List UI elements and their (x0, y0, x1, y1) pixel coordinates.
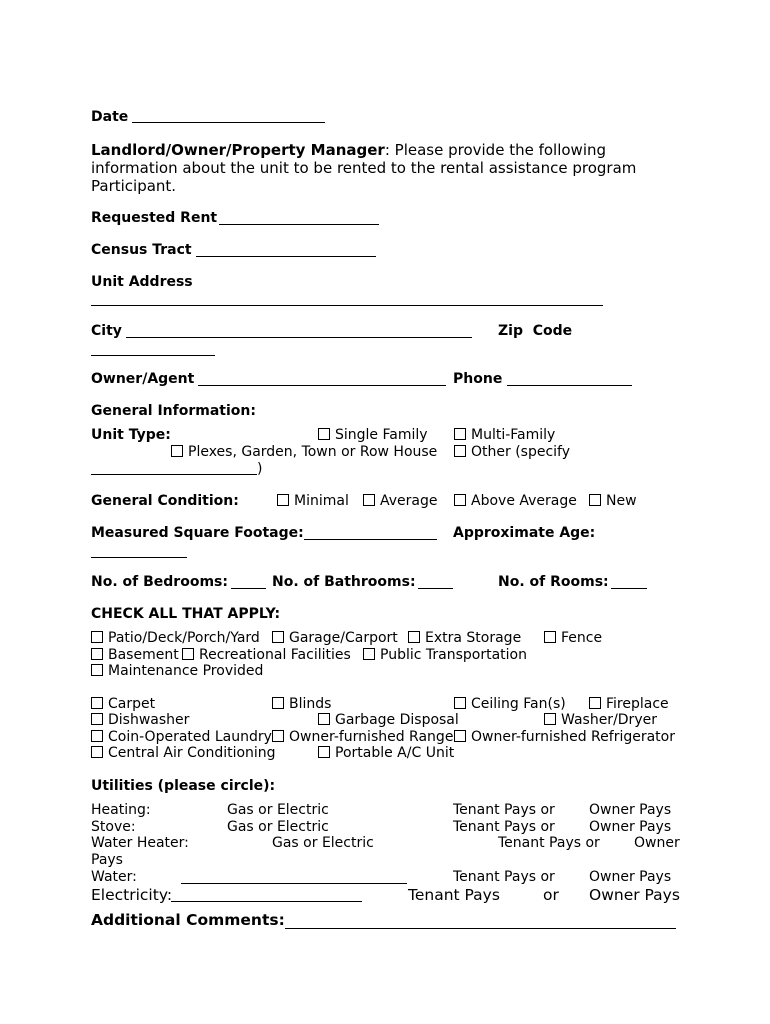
checkbox-icon[interactable] (171, 445, 183, 457)
amenity-carpet[interactable]: Carpet (91, 696, 155, 713)
electricity-line[interactable] (171, 901, 362, 902)
water-label: Water: (91, 869, 137, 885)
amenity-washer-dryer[interactable]: Washer/Dryer (544, 712, 657, 729)
date-line[interactable] (132, 122, 325, 123)
date-label: Date (91, 109, 129, 125)
amenity-garage[interactable]: Garage/Carport (272, 630, 398, 647)
checkbox-icon[interactable] (91, 697, 103, 709)
unit-type-other[interactable]: Other (specify (454, 444, 570, 461)
electricity-or: or (543, 886, 559, 904)
condition-new[interactable]: New (589, 493, 637, 510)
heating-gas-or-electric[interactable]: Gas or Electric (227, 802, 329, 818)
amenity-basement[interactable]: Basement (91, 647, 179, 664)
rooms-line[interactable] (611, 588, 647, 589)
water-heater-label: Water Heater: (91, 835, 189, 851)
amenity-ceiling-fans[interactable]: Ceiling Fan(s) (454, 696, 566, 713)
amenity-maintenance[interactable]: Maintenance Provided (91, 663, 263, 680)
amenity-patio[interactable]: Patio/Deck/Porch/Yard (91, 630, 260, 647)
unit-address-line[interactable] (91, 305, 603, 306)
city-line[interactable] (126, 337, 472, 338)
unit-type-single-family[interactable]: Single Family (318, 427, 428, 444)
checkbox-icon[interactable] (454, 697, 466, 709)
checkbox-icon[interactable] (589, 697, 601, 709)
unit-type-plexes[interactable]: Plexes, Garden, Town or Row House (171, 444, 437, 461)
rooms-label: No. of Rooms: (498, 574, 609, 590)
heating-owner-pays[interactable]: Owner Pays (589, 802, 672, 818)
phone-label: Phone (453, 371, 503, 387)
checkbox-icon[interactable] (454, 494, 466, 506)
utilities-heading: Utilities (please circle): (91, 778, 276, 794)
amenity-owner-range[interactable]: Owner-furnished Range (272, 729, 453, 746)
amenity-central-air[interactable]: Central Air Conditioning (91, 745, 276, 762)
checkbox-icon[interactable] (91, 730, 103, 742)
condition-above-average[interactable]: Above Average (454, 493, 577, 510)
condition-average[interactable]: Average (363, 493, 438, 510)
general-info-heading: General Information: (91, 403, 256, 419)
intro-bold: Landlord/Owner/Property Manager (91, 141, 385, 159)
checkbox-icon[interactable] (272, 697, 284, 709)
approx-age-line[interactable] (91, 557, 187, 558)
checkbox-icon[interactable] (454, 730, 466, 742)
unit-type-other-line[interactable] (91, 474, 257, 475)
unit-type-label: Unit Type: (91, 427, 171, 443)
unit-type-other-close: ) (257, 461, 263, 477)
check-all-heading: CHECK ALL THAT APPLY: (91, 606, 281, 622)
water-heater-owner[interactable]: Owner (634, 835, 680, 851)
checkbox-icon[interactable] (454, 445, 466, 457)
checkbox-icon[interactable] (589, 494, 601, 506)
amenity-owner-fridge[interactable]: Owner-furnished Refrigerator (454, 729, 675, 746)
sq-footage-line[interactable] (304, 539, 437, 540)
additional-comments-label: Additional Comments: (91, 911, 285, 929)
bathrooms-label: No. of Bathrooms: (272, 574, 416, 590)
heating-tenant-pays[interactable]: Tenant Pays or (453, 802, 555, 818)
amenity-coin-laundry[interactable]: Coin-Operated Laundry (91, 729, 272, 746)
bedrooms-label: No. of Bedrooms: (91, 574, 228, 590)
water-heater-tenant-pays[interactable]: Tenant Pays or (498, 835, 600, 851)
intro-line-3: Participant. (91, 177, 177, 195)
amenity-public-transport[interactable]: Public Transportation (363, 647, 527, 664)
zip-code-line[interactable] (91, 355, 215, 356)
approx-age-label: Approximate Age: (453, 525, 596, 541)
amenity-blinds[interactable]: Blinds (272, 696, 331, 713)
checkbox-icon[interactable] (91, 631, 103, 643)
condition-minimal[interactable]: Minimal (277, 493, 349, 510)
checkbox-icon[interactable] (272, 730, 284, 742)
owner-agent-label: Owner/Agent (91, 371, 195, 387)
requested-rent-line[interactable] (219, 224, 379, 225)
checkbox-icon[interactable] (272, 631, 284, 643)
water-line[interactable] (181, 883, 407, 884)
electricity-tenant-pays[interactable]: Tenant Pays (408, 886, 500, 904)
checkbox-icon[interactable] (277, 494, 289, 506)
sq-footage-label: Measured Square Footage: (91, 525, 304, 541)
amenity-fireplace[interactable]: Fireplace (589, 696, 669, 713)
stove-gas-or-electric[interactable]: Gas or Electric (227, 819, 329, 835)
checkbox-icon[interactable] (91, 664, 103, 676)
checkbox-icon[interactable] (363, 648, 375, 660)
checkbox-icon[interactable] (454, 428, 466, 440)
heating-label: Heating: (91, 802, 151, 818)
amenity-recreational[interactable]: Recreational Facilities (182, 647, 351, 664)
checkbox-icon[interactable] (544, 631, 556, 643)
general-condition-label: General Condition: (91, 493, 239, 509)
phone-line[interactable] (507, 385, 632, 386)
water-heater-gas-or-electric[interactable]: Gas or Electric (272, 835, 374, 851)
electricity-label: Electricity: (91, 886, 173, 904)
checkbox-icon[interactable] (182, 648, 194, 660)
unit-type-multi-family[interactable]: Multi-Family (454, 427, 555, 444)
bathrooms-line[interactable] (418, 588, 453, 589)
city-label: City (91, 323, 122, 339)
checkbox-icon[interactable] (318, 746, 330, 758)
amenity-extra-storage[interactable]: Extra Storage (408, 630, 521, 647)
amenity-garbage-disposal[interactable]: Garbage Disposal (318, 712, 459, 729)
amenity-dishwasher[interactable]: Dishwasher (91, 712, 189, 729)
checkbox-icon[interactable] (318, 713, 330, 725)
amenity-portable-ac[interactable]: Portable A/C Unit (318, 745, 454, 762)
additional-comments-line[interactable] (285, 928, 676, 929)
stove-tenant-pays[interactable]: Tenant Pays or (453, 819, 555, 835)
checkbox-icon[interactable] (318, 428, 330, 440)
intro-line-2: information about the unit to be rented to the rental assistance program (91, 159, 637, 177)
census-tract-line[interactable] (196, 256, 376, 257)
intro-line-1 (91, 141, 606, 159)
requested-rent-label: Requested Rent (91, 210, 218, 226)
zip-code-label: Zip Code (498, 323, 573, 339)
owner-agent-line[interactable] (198, 385, 446, 386)
water-owner-pays[interactable]: Owner Pays (589, 869, 672, 885)
electricity-owner-pays[interactable]: Owner Pays (589, 886, 680, 904)
checkbox-icon[interactable] (91, 713, 103, 725)
checkbox-icon[interactable] (91, 746, 103, 758)
bedrooms-line[interactable] (231, 588, 266, 589)
checkbox-icon[interactable] (91, 648, 103, 660)
stove-label: Stove: (91, 819, 136, 835)
checkbox-icon[interactable] (544, 713, 556, 725)
intro-text-1: : Please provide the following (384, 141, 607, 159)
amenity-fence[interactable]: Fence (544, 630, 602, 647)
checkbox-icon[interactable] (408, 631, 420, 643)
checkbox-icon[interactable] (363, 494, 375, 506)
stove-owner-pays[interactable]: Owner Pays (589, 819, 672, 835)
unit-address-label: Unit Address (91, 274, 193, 290)
census-tract-label: Census Tract (91, 242, 192, 258)
water-heater-pays-wrap: Pays (91, 852, 123, 868)
water-tenant-pays[interactable]: Tenant Pays or (453, 869, 555, 885)
